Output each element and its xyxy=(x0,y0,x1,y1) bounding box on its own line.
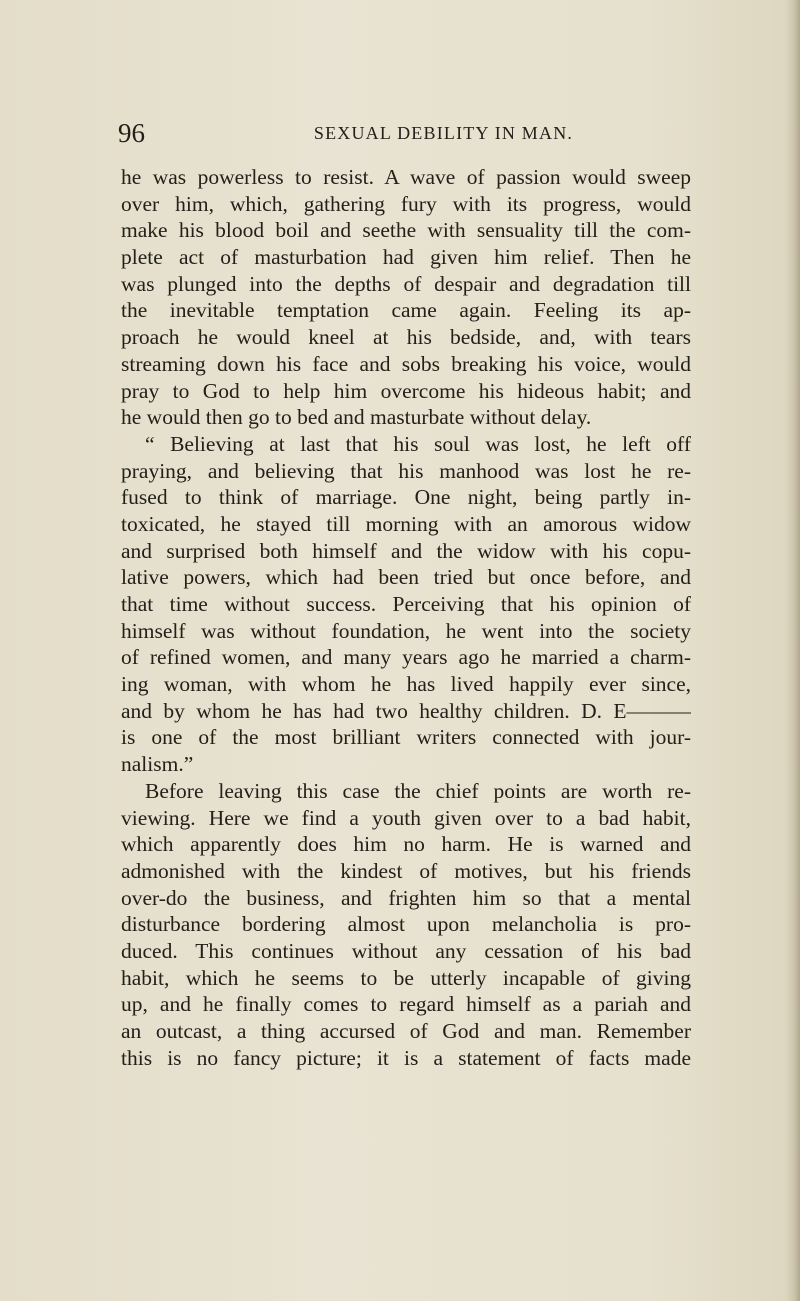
text-line: disturbance bordering almost upon melancholia is pro- xyxy=(121,912,691,937)
text-line: the inevitable temptation came again. Feeling its ap- xyxy=(121,298,691,323)
body-text xyxy=(121,164,691,1071)
text-line: proach he would kneel at his bedside, and, with tears xyxy=(121,325,691,350)
text-line: is one of the most brilliant writers connected with jour- xyxy=(121,725,691,750)
text-line: pray to God to help him overcome his hideous habit; and xyxy=(121,378,691,403)
text-line: make his blood boil and seethe with sensuality till the com- xyxy=(121,218,691,243)
text-line: which apparently does him no harm. He is warned and xyxy=(121,832,691,857)
page-edge-shadow xyxy=(786,0,800,1301)
text-line: plete act of masturbation had given him relief. Then he xyxy=(121,245,691,270)
text-line: and by whom he has had two healthy children. D. E——— xyxy=(121,698,691,723)
text-line: he would then go to bed and masturbate without delay. xyxy=(121,405,592,430)
text-line: habit, which he seems to be utterly incapable of giving xyxy=(121,965,691,990)
text-line: was plunged into the depths of despair and degradation till xyxy=(121,271,691,296)
text-line: up, and he finally comes to regard himself as a pariah and xyxy=(121,992,691,1017)
text-line: fused to think of marriage. One night, being partly in- xyxy=(121,485,691,510)
running-header xyxy=(118,118,691,148)
text-line: duced. This continues without any cessation of his bad xyxy=(121,938,691,963)
text-line: admonished with the kindest of motives, but his friends xyxy=(121,858,691,883)
text-line: lative powers, which had been tried but once before, and xyxy=(121,565,691,590)
text-line: nalism.” xyxy=(121,752,194,777)
text-line: this is no fancy picture; it is a statement of facts made xyxy=(121,1045,691,1070)
text-line: viewing. Here we find a youth given over to a bad habit, xyxy=(121,805,691,830)
text-line: that time without success. Perceiving that his opinion of xyxy=(121,592,691,616)
text-line: and surprised both himself and the widow with his copu- xyxy=(121,538,691,563)
text-line: ing woman, with whom he has lived happily ever since, xyxy=(121,672,691,697)
text-line: toxicated, he stayed till morning with an amorous widow xyxy=(121,511,691,536)
text-line: of refined women, and many years ago he married a charm- xyxy=(121,645,691,670)
text-line: over-do the business, and frighten him so that a mental xyxy=(121,885,691,910)
running-title: SEXUAL DEBILITY IN MAN. xyxy=(313,123,574,143)
page-number: 96 xyxy=(118,118,145,148)
text-line: he was powerless to resist. A wave of passion would sweep xyxy=(121,165,691,189)
text-line: streaming down his face and sobs breaking his voice, would xyxy=(121,351,691,376)
text-line: Before leaving this case the chief points are worth re- xyxy=(145,778,691,803)
text-line: over him, which, gathering fury with its progress, would xyxy=(121,191,691,216)
text-line: an outcast, a thing accursed of God and man. Remember xyxy=(121,1019,691,1043)
text-line: praying, and believing that his manhood was lost he re- xyxy=(121,458,691,483)
text-line: himself was without foundation, he went into the society xyxy=(121,618,691,643)
text-line: “ Believing at last that his soul was lost, he left off xyxy=(145,431,691,456)
